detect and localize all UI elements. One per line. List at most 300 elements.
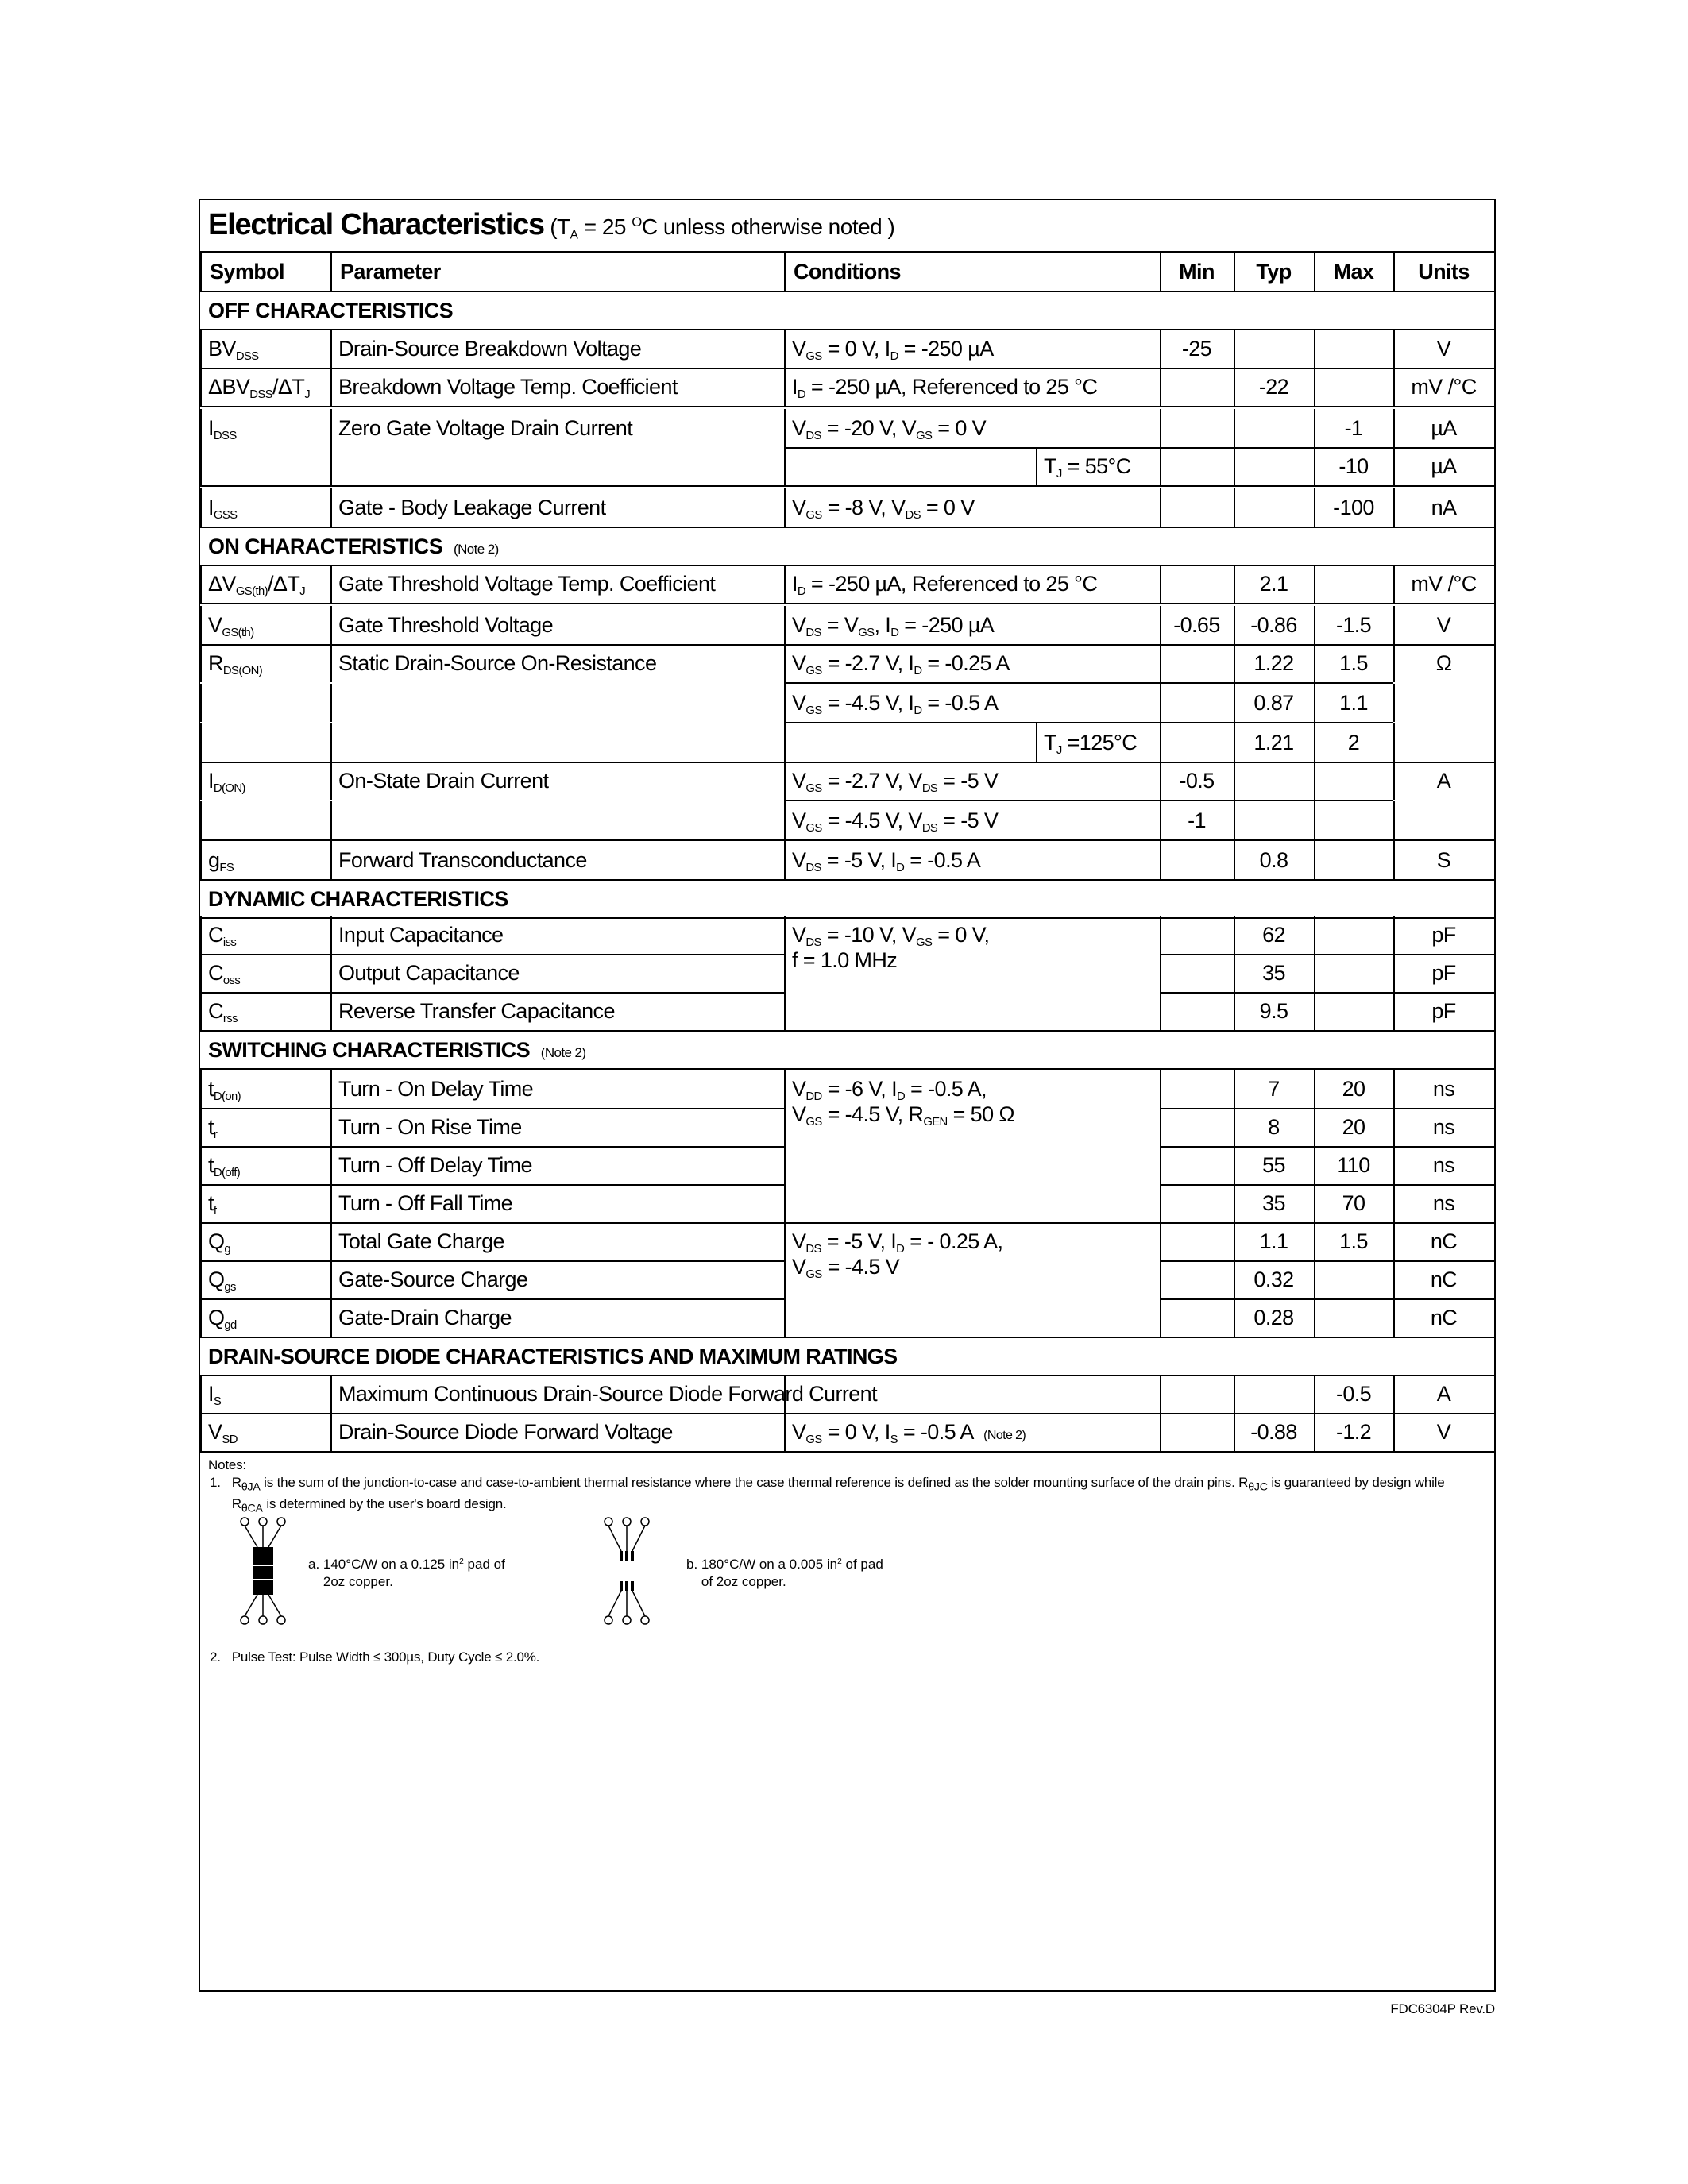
table-rule — [1160, 992, 1161, 1030]
table-rule — [200, 251, 1494, 253]
table-rule — [1160, 1222, 1161, 1260]
symbol-13: $C_{iss}$ — [208, 923, 237, 950]
parameter-4: Gate - Body Leakage Current — [338, 496, 606, 519]
table-rule — [1234, 330, 1235, 368]
table-rule — [200, 644, 784, 646]
table-rule — [1160, 485, 1393, 487]
table-rule — [1494, 723, 1496, 762]
table-rule — [1494, 841, 1496, 879]
table-rule — [1160, 368, 1393, 369]
typ-14: 35 — [1262, 961, 1285, 985]
table-rule — [200, 916, 202, 954]
table-rule — [330, 954, 332, 992]
table-rule — [1314, 1260, 1315, 1298]
table-rule — [784, 1298, 786, 1337]
table-rule — [784, 409, 786, 447]
parameter-12: Forward Transconductance — [338, 848, 587, 872]
table-rule — [1494, 1413, 1496, 1451]
parameter-7: Static Drain-Source On-Resistance — [338, 651, 657, 675]
units-10: A — [1436, 769, 1451, 793]
condition-0: $V_{GS} = 0$ V, $I_D = -250$ µA — [792, 337, 994, 364]
table-rule — [200, 1222, 202, 1260]
table-rule — [784, 1070, 786, 1108]
units-15: pF — [1431, 999, 1456, 1023]
parameter-23: Maximum Continuous Drain-Source Diode Forward Current — [338, 1382, 877, 1406]
table-rule — [330, 1413, 332, 1451]
table-rule — [1160, 722, 1393, 723]
units-7: Ω — [1435, 651, 1452, 675]
table-rule — [784, 841, 786, 879]
table-rule — [200, 488, 202, 527]
max-2: -1 — [1344, 416, 1363, 440]
max-4: -100 — [1333, 496, 1374, 519]
condition-5: $I_D = -250$ µA, Referenced to 25 °C — [792, 572, 1098, 599]
table-rule — [330, 1070, 332, 1108]
symbol-17: $t_r$ — [208, 1115, 218, 1142]
column-header-typ: Typ — [1256, 260, 1292, 284]
table-rule — [1393, 447, 1494, 449]
table-rule — [1393, 992, 1494, 994]
symbol-4: $I_{GSS}$ — [208, 496, 238, 523]
table-rule — [784, 954, 786, 992]
units-20: nC — [1430, 1229, 1458, 1253]
table-rule — [200, 527, 784, 528]
parameter-16: Turn - On Delay Time — [338, 1077, 534, 1101]
table-rule — [200, 1030, 784, 1032]
table-rule — [200, 762, 202, 800]
parameter-10: On-State Drain Current — [338, 769, 549, 793]
parameter-1: Breakdown Voltage Temp. Coefficient — [338, 375, 678, 399]
table-rule — [1160, 954, 1161, 992]
table-rule — [200, 841, 202, 879]
table-rule — [200, 1375, 202, 1413]
table-rule — [1160, 1146, 1393, 1148]
table-rule — [200, 409, 202, 447]
column-header-min: Min — [1179, 260, 1215, 284]
typ-19: 35 — [1262, 1191, 1285, 1215]
table-rule — [1160, 1030, 1393, 1032]
table-rule — [1314, 801, 1315, 839]
parameter-20: Total Gate Charge — [338, 1229, 504, 1253]
table-rule — [1393, 1184, 1494, 1186]
max-6: -1.5 — [1335, 613, 1372, 637]
table-rule — [1494, 409, 1496, 447]
table-rule — [200, 1108, 784, 1109]
min-0: -25 — [1181, 337, 1212, 361]
table-rule — [1393, 723, 1395, 762]
table-rule — [1160, 1413, 1393, 1414]
section-diode: DRAIN-SOURCE DIODE CHARACTERISTICS AND MAXIMUM RATINGS — [208, 1345, 898, 1368]
table-rule — [1314, 841, 1315, 879]
table-rule — [1393, 406, 1494, 407]
table-rule — [1494, 1108, 1496, 1146]
table-rule — [1160, 1070, 1161, 1108]
symbol-12: $g_{FS}$ — [208, 848, 234, 875]
table-rule — [1494, 1184, 1496, 1222]
table-rule — [784, 1337, 1160, 1338]
symbol-22: $Q_{gd}$ — [208, 1306, 237, 1333]
table-rule — [1393, 1146, 1494, 1148]
table-rule — [784, 801, 786, 839]
typ-18: 55 — [1262, 1153, 1285, 1177]
typ-13: 62 — [1262, 923, 1285, 947]
table-rule — [200, 992, 202, 1030]
parameter-24: Drain-Source Diode Forward Voltage — [338, 1420, 673, 1444]
table-rule — [1393, 1030, 1494, 1032]
note-2-number: 2. — [210, 1650, 221, 1665]
parameter-5: Gate Threshold Voltage Temp. Coefficient — [338, 572, 716, 596]
table-rule — [200, 954, 784, 955]
table-rule — [200, 251, 202, 291]
units-6: V — [1436, 613, 1451, 637]
table-rule — [784, 916, 786, 954]
table-rule — [784, 992, 786, 1030]
table-rule — [1160, 1413, 1161, 1451]
table-rule — [1160, 1108, 1393, 1109]
units-14: pF — [1431, 961, 1456, 985]
max-20: 1.5 — [1339, 1229, 1368, 1253]
table-rule — [1160, 1184, 1393, 1186]
table-rule — [1393, 1260, 1494, 1262]
table-rule — [1393, 1413, 1494, 1414]
table-rule — [1314, 330, 1315, 368]
table-rule — [1160, 762, 1393, 763]
units-22: nC — [1430, 1306, 1458, 1329]
units-2: µA — [1431, 416, 1457, 440]
units-5: mV /°C — [1411, 572, 1477, 596]
table-rule — [1160, 992, 1393, 994]
table-rule — [200, 1222, 784, 1224]
table-rule — [784, 606, 786, 644]
condition-17: $V_{GS} = -4.5$ V, $R_{GEN} = 50$ Ω — [792, 1102, 1014, 1129]
table-rule — [1393, 485, 1494, 487]
table-rule — [1160, 488, 1161, 527]
table-rule — [1160, 447, 1161, 485]
table-rule — [1314, 565, 1315, 603]
table-rule — [200, 1068, 1494, 1070]
symbol-24: $V_{SD}$ — [208, 1420, 238, 1447]
table-rule — [1393, 1108, 1494, 1109]
condition-4: $V_{GS} = -8$ V, $V_{DS} = 0$ V — [792, 496, 975, 523]
cond-tj-9: $T_J =125^\circ C$ — [1044, 731, 1138, 758]
table-rule — [784, 1030, 1160, 1032]
table-rule — [200, 644, 202, 682]
symbol-19: $t_f$ — [208, 1191, 217, 1218]
table-rule — [330, 1108, 332, 1146]
table-rule — [1494, 1298, 1496, 1337]
parameter-15: Reverse Transfer Capacitance — [338, 999, 615, 1023]
cond-tj-3: $T_J = 55^\circ C$ — [1044, 454, 1131, 481]
table-rule — [330, 841, 332, 879]
table-rule — [1494, 954, 1496, 992]
table-rule — [784, 488, 786, 527]
table-rule — [1160, 839, 1393, 841]
footprint-figure-a — [235, 1515, 291, 1626]
table-rule — [1160, 841, 1161, 879]
table-rule — [1494, 1146, 1496, 1184]
table-rule — [1393, 954, 1494, 955]
table-rule — [784, 368, 786, 406]
table-rule — [1160, 800, 1393, 801]
condition-7: $V_{GS} = -2.7$ V, $I_D = -0.25$ A — [792, 651, 1010, 678]
units-12: S — [1436, 848, 1451, 872]
table-rule — [1160, 527, 1393, 528]
symbol-15: $C_{rss}$ — [208, 999, 238, 1026]
condition-21: $V_{GS} = -4.5$ V — [792, 1255, 900, 1282]
table-rule — [200, 291, 1494, 292]
table-rule — [200, 1413, 202, 1451]
table-rule — [1494, 644, 1496, 682]
table-rule — [1234, 447, 1235, 485]
units-24: V — [1436, 1420, 1451, 1444]
min-6: -0.65 — [1173, 613, 1220, 637]
table-rule — [1494, 1260, 1496, 1298]
table-rule — [1160, 1298, 1161, 1337]
figure-a-caption: a. 140°C/W on a 0.125 $in^2$ pad of 2oz copper. — [308, 1557, 505, 1590]
column-header-conditions: Conditions — [794, 260, 901, 284]
table-rule — [1160, 644, 1161, 682]
typ-16: 7 — [1268, 1077, 1280, 1101]
max-9: 2 — [1347, 731, 1360, 754]
column-header-symbol: Symbol — [210, 260, 284, 284]
typ-12: 0.8 — [1259, 848, 1288, 872]
table-rule — [784, 447, 786, 485]
table-rule — [1494, 801, 1496, 839]
typ-7: 1.22 — [1253, 651, 1294, 675]
parameter-19: Turn - Off Fall Time — [338, 1191, 513, 1215]
table-rule — [200, 1298, 784, 1300]
table-rule — [1160, 1184, 1161, 1222]
table-rule — [784, 1413, 786, 1451]
table-rule — [784, 330, 786, 368]
table-rule — [1160, 368, 1161, 406]
units-19: ns — [1432, 1191, 1455, 1215]
units-3: µA — [1431, 454, 1457, 478]
units-18: ns — [1432, 1153, 1455, 1177]
table-rule — [1160, 1146, 1161, 1184]
table-rule — [1393, 527, 1494, 528]
table-rule — [784, 1260, 786, 1298]
symbol-14: $C_{oss}$ — [208, 961, 241, 988]
table-rule — [330, 1260, 332, 1298]
table-rule — [1314, 368, 1315, 406]
table-rule — [200, 917, 1494, 919]
table-rule — [1314, 762, 1315, 800]
document-revision: FDC6304P Rev.D — [1390, 2001, 1495, 2016]
max-3: -10 — [1338, 454, 1369, 478]
table-rule — [1393, 368, 1494, 369]
units-4: nA — [1431, 496, 1457, 519]
max-24: -1.2 — [1335, 1420, 1372, 1444]
symbol-23: $I_S$ — [208, 1382, 222, 1409]
table-rule — [330, 916, 332, 954]
table-rule — [200, 801, 202, 839]
page-title — [208, 208, 894, 242]
units-13: pF — [1431, 923, 1456, 947]
table-rule — [1494, 565, 1496, 603]
table-rule — [1036, 447, 1037, 485]
table-rule — [1393, 644, 1494, 646]
table-rule — [1494, 762, 1496, 800]
table-rule — [1160, 447, 1393, 449]
table-rule — [200, 565, 202, 603]
table-rule — [784, 1222, 786, 1260]
table-rule — [200, 447, 202, 485]
table-rule — [1234, 488, 1235, 527]
notes-section — [208, 1457, 1479, 1518]
table-rule — [330, 1146, 332, 1184]
section-off: OFF CHARACTERISTICS — [208, 299, 454, 322]
parameter-18: Turn - Off Delay Time — [338, 1153, 532, 1177]
table-rule — [1160, 1298, 1393, 1300]
table-rule — [1160, 406, 1393, 407]
table-rule — [784, 251, 786, 291]
table-rule — [1160, 1375, 1161, 1413]
table-rule — [1160, 603, 1393, 604]
table-rule — [1494, 488, 1496, 527]
table-rule — [1494, 992, 1496, 1030]
table-rule — [330, 801, 332, 839]
table-rule — [1393, 684, 1395, 722]
table-rule — [1234, 1375, 1235, 1413]
table-rule — [200, 1375, 1494, 1376]
table-rule — [1494, 684, 1496, 722]
units-17: ns — [1432, 1115, 1455, 1139]
symbol-6: $V_{GS(th)}$ — [208, 613, 254, 640]
symbol-18: $t_{D(off)}$ — [208, 1153, 241, 1180]
table-rule — [1393, 1451, 1494, 1453]
units-23: A — [1436, 1382, 1451, 1406]
table-rule — [200, 1337, 784, 1338]
table-rule — [330, 330, 332, 368]
table-rule — [330, 1375, 332, 1413]
table-rule — [200, 1146, 784, 1148]
table-rule — [1234, 409, 1235, 447]
units-1: mV /°C — [1411, 375, 1477, 399]
table-rule — [330, 251, 332, 291]
min-11: -1 — [1188, 808, 1206, 832]
table-rule — [1160, 565, 1161, 603]
table-rule — [1393, 839, 1494, 841]
table-rule — [1160, 682, 1393, 684]
table-rule — [200, 684, 202, 722]
section-dynamic: DYNAMIC CHARACTERISTICS — [208, 887, 508, 911]
table-rule — [330, 684, 332, 722]
max-19: 70 — [1342, 1191, 1365, 1215]
table-rule — [1160, 684, 1161, 722]
column-header-units: Units — [1418, 260, 1470, 284]
table-rule — [330, 606, 332, 644]
parameter-22: Gate-Drain Charge — [338, 1306, 512, 1329]
table-rule — [200, 954, 202, 992]
column-header-parameter: Parameter — [340, 260, 441, 284]
table-rule — [200, 1260, 784, 1262]
table-rule — [1393, 762, 1494, 763]
table-rule — [330, 368, 332, 406]
max-7: 1.5 — [1339, 651, 1368, 675]
table-rule — [200, 368, 202, 406]
symbol-21: $Q_{gs}$ — [208, 1268, 236, 1295]
typ-20: 1.1 — [1259, 1229, 1288, 1253]
table-rule — [1160, 1222, 1393, 1224]
typ-17: 8 — [1268, 1115, 1280, 1139]
table-rule — [1160, 723, 1161, 762]
table-rule — [1494, 916, 1496, 954]
table-rule — [330, 409, 332, 447]
max-23: -0.5 — [1335, 1382, 1372, 1406]
condition-20: $V_{DS} = -5$ V, $I_D$ = - 0.25 A, — [792, 1229, 1003, 1256]
table-rule — [200, 368, 784, 369]
table-rule — [1393, 603, 1494, 604]
max-17: 20 — [1342, 1115, 1365, 1139]
table-rule — [1494, 368, 1496, 406]
table-rule — [1160, 1337, 1393, 1338]
table-rule — [330, 644, 332, 682]
section-on: ON CHARACTERISTICS (Note 2) — [208, 534, 499, 558]
table-rule — [200, 1146, 202, 1184]
symbol-2: $I_{DSS}$ — [208, 416, 237, 443]
table-rule — [330, 723, 332, 762]
typ-1: -22 — [1258, 375, 1289, 399]
table-rule — [1160, 916, 1161, 954]
parameter-17: Turn - On Rise Time — [338, 1115, 522, 1139]
symbol-16: $t_{D(on)}$ — [208, 1077, 241, 1104]
table-rule — [200, 1298, 202, 1337]
table-rule — [784, 762, 786, 800]
table-rule — [330, 488, 332, 527]
typ-15: 9.5 — [1259, 999, 1288, 1023]
table-rule — [1314, 916, 1315, 954]
typ-6: -0.86 — [1250, 613, 1297, 637]
condition-10: $V_{GS} = -2.7$ V, $V_{DS} = -5$ V — [792, 769, 999, 796]
table-rule — [1160, 644, 1393, 646]
table-rule — [1393, 801, 1395, 839]
typ-9: 1.21 — [1253, 731, 1294, 754]
typ-21: 0.32 — [1253, 1268, 1294, 1291]
parameter-13: Input Capacitance — [338, 923, 504, 947]
condition-16: $V_{DD} = -6$ V, $I_D = -0.5$ A, — [792, 1077, 987, 1104]
table-rule — [784, 1184, 786, 1222]
table-rule — [330, 1184, 332, 1222]
units-21: nC — [1430, 1268, 1458, 1291]
condition-1: $I_D = -250$ µA, Referenced to 25 °C — [792, 375, 1098, 402]
footprint-figure-b — [599, 1515, 655, 1626]
table-rule — [784, 1146, 786, 1184]
table-rule — [1314, 1298, 1315, 1337]
table-rule — [330, 447, 332, 485]
symbol-0: $BV_{DSS}$ — [208, 337, 259, 364]
table-rule — [1494, 1222, 1496, 1260]
table-rule — [200, 723, 202, 762]
table-rule — [1234, 801, 1235, 839]
note-2 — [208, 1649, 1479, 1666]
typ-22: 0.28 — [1253, 1306, 1294, 1329]
table-rule — [200, 1108, 202, 1146]
table-rule — [1494, 330, 1496, 368]
parameter-21: Gate-Source Charge — [338, 1268, 528, 1291]
table-rule — [1160, 1260, 1161, 1298]
table-rule — [200, 329, 1494, 330]
condition-2: $V_{DS} = -20$ V, $V_{GS} = 0$ V — [792, 416, 987, 443]
table-rule — [200, 1413, 784, 1414]
table-rule — [200, 762, 784, 763]
typ-24: -0.88 — [1250, 1420, 1297, 1444]
table-rule — [1160, 1451, 1393, 1453]
condition-6: $V_{DS} = V_{GS}$, $I_D = -250$ µA — [792, 613, 995, 640]
max-18: 110 — [1337, 1153, 1370, 1177]
section-switching: SWITCHING CHARACTERISTICS (Note 2) — [208, 1038, 586, 1062]
condition-14: f = 1.0 MHz — [792, 948, 898, 972]
